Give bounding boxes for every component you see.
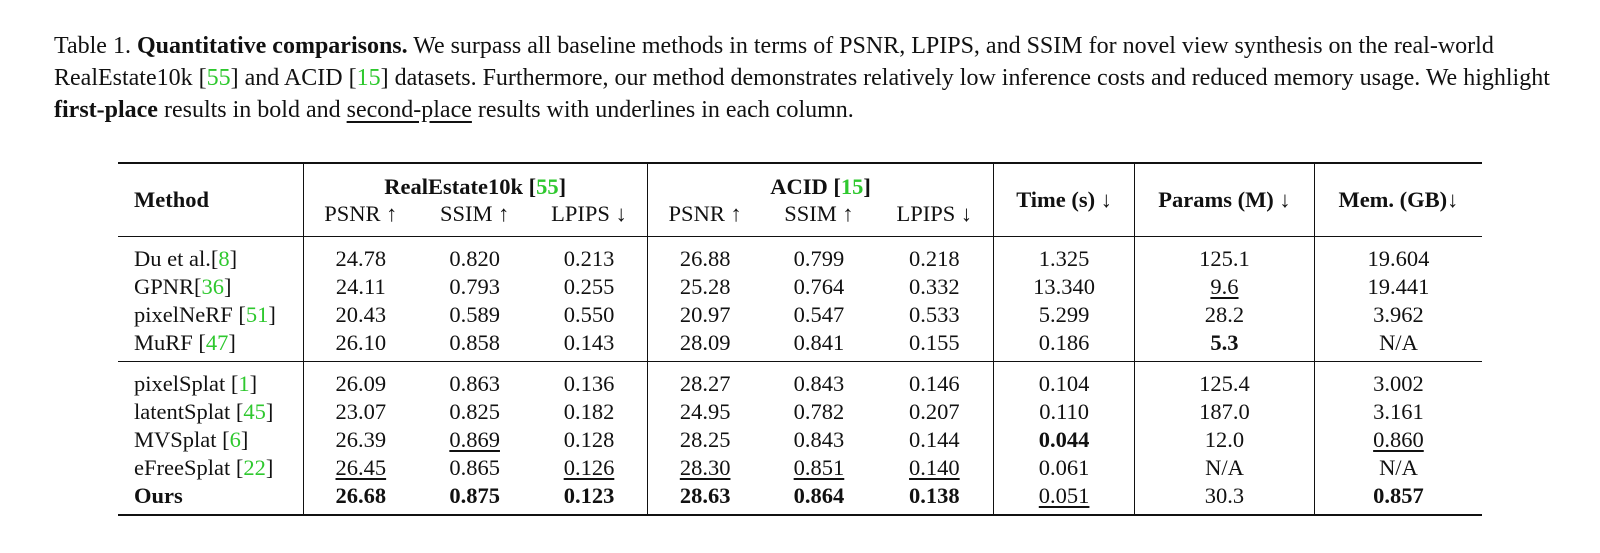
table-cell: 0.799 bbox=[793, 246, 845, 271]
table-row bbox=[118, 362, 1482, 399]
table-cell: 0.843 bbox=[793, 427, 845, 452]
table-row bbox=[118, 398, 1482, 426]
table-cell: 0.550 bbox=[563, 302, 615, 327]
table-cell: 0.869 bbox=[449, 427, 500, 452]
table-cell: 0.044 bbox=[994, 426, 1135, 454]
table-cell: 3.161 bbox=[1314, 398, 1482, 426]
table-cell: 26.39 bbox=[303, 426, 418, 454]
method-name: GPNR[36] bbox=[134, 274, 232, 299]
table-cell: 3.962 bbox=[1314, 301, 1482, 329]
table-row bbox=[118, 273, 1482, 301]
method-name: latentSplat [45] bbox=[134, 399, 274, 424]
comparison-table bbox=[118, 162, 1482, 516]
caption-title: Quantitative comparisons. bbox=[136, 33, 408, 59]
table-cell: 0.864 bbox=[793, 483, 845, 508]
table-cell: 0.782 bbox=[793, 399, 845, 424]
table-cell: N/A bbox=[1314, 329, 1482, 362]
citation-link[interactable]: 8 bbox=[218, 246, 230, 271]
citation-link[interactable]: 45 bbox=[243, 399, 266, 424]
table-cell: 5.299 bbox=[994, 301, 1135, 329]
citation-link[interactable]: 15 bbox=[356, 65, 381, 91]
table-cell: 0.051 bbox=[994, 482, 1135, 515]
sub-header: LPIPS ↓ bbox=[551, 201, 627, 226]
method-header: Method bbox=[134, 187, 209, 212]
table-cell: 9.6 bbox=[1135, 273, 1315, 301]
group-header-acid: ACID [15] bbox=[647, 163, 993, 200]
table-cell: 0.820 bbox=[449, 246, 500, 271]
table-cell: 0.218 bbox=[909, 246, 960, 271]
citation-link[interactable]: 55 bbox=[206, 65, 231, 91]
table-cell: 0.123 bbox=[563, 483, 615, 508]
method-name: MVSplat [6] bbox=[134, 427, 249, 452]
table-cell: 0.857 bbox=[1314, 482, 1482, 515]
method-name: pixelSplat [1] bbox=[134, 371, 258, 396]
table-cell: 28.30 bbox=[647, 454, 762, 482]
group-header-realestate: RealEstate10k [55] bbox=[303, 163, 647, 200]
table-cell: 26.09 bbox=[303, 362, 418, 399]
table-row bbox=[118, 426, 1482, 454]
bold-phrase: first-place bbox=[54, 97, 158, 123]
table-cell: 0.825 bbox=[449, 399, 500, 424]
table-cell: 125.1 bbox=[1135, 237, 1315, 274]
table-cell: 0.863 bbox=[449, 371, 500, 396]
table-row bbox=[118, 301, 1482, 329]
table-cell: 12.0 bbox=[1135, 426, 1315, 454]
table-cell: 0.144 bbox=[909, 427, 960, 452]
table-cell: 0.104 bbox=[994, 362, 1135, 399]
table-cell: 26.45 bbox=[303, 454, 418, 482]
table-cell: 0.138 bbox=[909, 483, 960, 508]
table-cell: 0.793 bbox=[449, 274, 500, 299]
method-name: eFreeSplat [22] bbox=[134, 455, 274, 480]
table-cell: 0.140 bbox=[909, 455, 960, 480]
table-cell: 0.061 bbox=[994, 454, 1135, 482]
table-cell: 0.843 bbox=[793, 371, 845, 396]
method-name: MuRF [47] bbox=[134, 330, 236, 355]
table-cell: 0.875 bbox=[449, 483, 500, 508]
table-cell: N/A bbox=[1135, 454, 1315, 482]
table-cell: 1.325 bbox=[994, 237, 1135, 274]
citation-link[interactable]: 22 bbox=[243, 455, 266, 480]
table-cell: 28.27 bbox=[647, 362, 762, 399]
table-cell: 5.3 bbox=[1135, 329, 1315, 362]
citation-link[interactable]: 6 bbox=[229, 427, 241, 452]
citation-link[interactable]: 1 bbox=[238, 371, 250, 396]
table-cell: 0.851 bbox=[793, 455, 845, 480]
table-cell: 13.340 bbox=[994, 273, 1135, 301]
citation-link[interactable]: 36 bbox=[201, 274, 225, 299]
sub-header: PSNR ↑ bbox=[303, 200, 418, 237]
table-cell: 20.97 bbox=[647, 301, 762, 329]
table-cell: 28.09 bbox=[647, 329, 762, 362]
table-cell: 187.0 bbox=[1135, 398, 1315, 426]
table-cell: 0.126 bbox=[563, 455, 615, 480]
table-cell: 0.110 bbox=[994, 398, 1135, 426]
underline-phrase: second-place bbox=[346, 97, 472, 123]
table-cell: 0.858 bbox=[449, 330, 500, 355]
table-row bbox=[118, 329, 1482, 362]
table-cell: 0.128 bbox=[563, 427, 615, 452]
table-cell: 23.07 bbox=[303, 398, 418, 426]
sub-header: SSIM ↑ bbox=[784, 201, 854, 226]
table-cell: 28.2 bbox=[1135, 301, 1315, 329]
citation-link[interactable]: 51 bbox=[245, 302, 269, 327]
table-cell: 0.764 bbox=[793, 274, 845, 299]
method-name: Du et al.[8] bbox=[134, 246, 238, 271]
table-cell: 0.136 bbox=[563, 371, 615, 396]
table-cell: 3.002 bbox=[1314, 362, 1482, 399]
method-name: Ours bbox=[134, 483, 183, 508]
table-cell: 24.78 bbox=[303, 237, 418, 274]
table-cell: 0.841 bbox=[793, 330, 845, 355]
table-cell: 0.186 bbox=[994, 329, 1135, 362]
table-cell: 24.11 bbox=[303, 273, 418, 301]
table-row bbox=[118, 482, 1482, 515]
table-cell: 0.533 bbox=[909, 302, 960, 327]
table-cell: N/A bbox=[1314, 454, 1482, 482]
table-cell: 0.860 bbox=[1314, 426, 1482, 454]
params-header: Params (M) ↓ bbox=[1135, 163, 1315, 237]
table-cell: 0.865 bbox=[449, 455, 500, 480]
table-cell: 26.68 bbox=[303, 482, 418, 515]
table-cell: 25.28 bbox=[647, 273, 762, 301]
table-cell: 0.332 bbox=[909, 274, 960, 299]
table-cell: 26.10 bbox=[303, 329, 418, 362]
sub-header: PSNR ↑ bbox=[647, 200, 762, 237]
table-cell: 0.182 bbox=[563, 399, 615, 424]
sub-header: LPIPS ↓ bbox=[896, 201, 973, 226]
table-cell: 28.25 bbox=[647, 426, 762, 454]
table-row bbox=[118, 454, 1482, 482]
sub-header: SSIM ↑ bbox=[439, 201, 510, 226]
table-cell: 28.63 bbox=[647, 482, 762, 515]
table-cell: 20.43 bbox=[303, 301, 418, 329]
table-cell: 0.255 bbox=[563, 274, 615, 299]
citation-link[interactable]: 47 bbox=[205, 330, 229, 355]
caption-label: Table 1. bbox=[54, 33, 131, 59]
table-cell: 19.604 bbox=[1314, 237, 1482, 274]
table-cell: 0.589 bbox=[449, 302, 500, 327]
table-cell: 26.88 bbox=[647, 237, 762, 274]
table-cell: 0.213 bbox=[563, 246, 615, 271]
time-header: Time (s) ↓ bbox=[994, 163, 1135, 237]
table-cell: 30.3 bbox=[1135, 482, 1315, 515]
table-cell: 19.441 bbox=[1314, 273, 1482, 301]
table-row bbox=[118, 237, 1482, 274]
method-name: pixelNeRF [51] bbox=[134, 302, 276, 327]
mem-header: Mem. (GB)↓ bbox=[1314, 163, 1482, 237]
table-cell: 24.95 bbox=[647, 398, 762, 426]
table-cell: 0.155 bbox=[909, 330, 960, 355]
table-cell: 0.207 bbox=[909, 399, 960, 424]
table-cell: 0.146 bbox=[909, 371, 960, 396]
table-cell: 0.547 bbox=[793, 302, 845, 327]
table-cell: 125.4 bbox=[1135, 362, 1315, 399]
table-caption: Table 1. Quantitative comparisons. We surpass all baseline methods in terms of PSNR, LPIPS, and SSIM for novel view synthesis on the real-world RealEstate10k [55] and ACID [15] datasets. Furthermore, our method demonstrates relatively low inference costs and reduced memory usage. We highlight first-place results in bold and second-place results with underlines in each column. bbox=[54, 33, 1550, 123]
table-cell: 0.143 bbox=[563, 330, 615, 355]
